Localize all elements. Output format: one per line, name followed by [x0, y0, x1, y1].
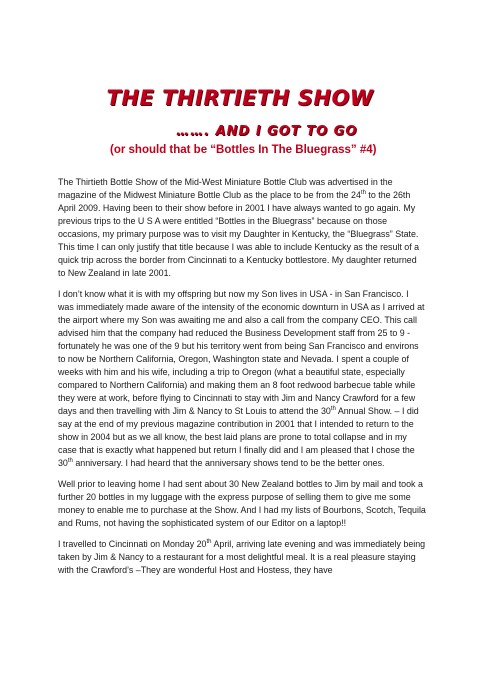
- text-run: The Thirtieth Bottle Show of the Mid-West Miniature Bottle Club was advertised in the magazine of the Midwest Miniature Bottle Club as the place to be from the 24: [58, 177, 393, 200]
- paragraph-3: Well prior to leaving home I had sent about 30 New Zealand bottles to Jim by mail and took a further 20 bottles in my luggage with the express purpose of selling them to give me some money to enable me to purchase at the Show. And I had my lists of Bourbons, Scotch, Tequila and Rums, not having the sophisticated system of our Editor on a laptop!!: [58, 479, 426, 528]
- text-run: I don’t know what it is with my offspring but now my Son lives in USA - in San Francisco. I was immediately made aware of the intensity of the economic downturn in USA as I arrived at the airport where my Son was awaiting me and also a call from the company CEO. This call advised him that the company had reduced the Business Development staff from 25 to 9 - fortunately he was one of the 9 but his territory went from being San Francisco and environs to now be Northern California, Oregon, Washington state and Nevada. I spent a couple of weeks with him and his wife, including a trip to Oregon (what a beautiful state, especially compared to Northern California) and making them an 8 foot redwood barbecue table while they were at work, before flying to Cincinnati to stay with Jim and Nancy Crawford for a few days and then travelling with Jim & Nancy to St Louis to attend the 30: [58, 289, 425, 416]
- text-run: Annual Show. – I did say at the end of my previous magazine contribution in 2001 that I intended to return to the show in 2004 but as we all know, the best laid plans are prone to total collapse and in my case that is exactly what happened but return I finally did and I am pleased that I chose the 30: [58, 406, 419, 468]
- text-run: anniversary. I had heard that the anniversary shows tend to be the better ones.: [72, 458, 385, 468]
- text-run: April, arriving late evening and was immediately being taken by Jim & Nancy to a restaurant for a most delightful meal. It is a real pleasure staying with the Crawford’s –They are wonderful Host and Hostess, they have: [58, 539, 426, 575]
- page-subnote: (or should that be “Bottles In The Bluegrass” #4): [110, 144, 377, 156]
- page-title: THE THIRTIETH SHOW: [106, 86, 374, 110]
- article-body: [58, 176, 426, 585]
- page-subtitle: ……. AND I GOT TO GO: [176, 124, 358, 139]
- superscript: th: [67, 458, 73, 464]
- text-run: to the 26th April 2009. Having been to their show before in 2001 I have always wanted to go again. My previous trips to the U S A were entitled “Bottles in the Bluegrass” because on those occasions, my primary purpose was to visit my Daughter in Kentucky, the “Bluegrass” State. This time I can only justify that title because I was able to include Kentucky as the result of a quick trip across the border from Cincinnati to a Kentucky bottlestore. My daughter returned to New Zealand in late 2001.: [58, 190, 420, 278]
- superscript: th: [206, 539, 212, 545]
- paragraph-2: [58, 288, 426, 470]
- paragraph-4: [58, 538, 426, 577]
- paragraph-1: [58, 176, 426, 280]
- text-run: I travelled to Cincinnati on Monday 20: [58, 539, 207, 549]
- superscript: th: [330, 406, 336, 412]
- superscript: th: [360, 190, 366, 196]
